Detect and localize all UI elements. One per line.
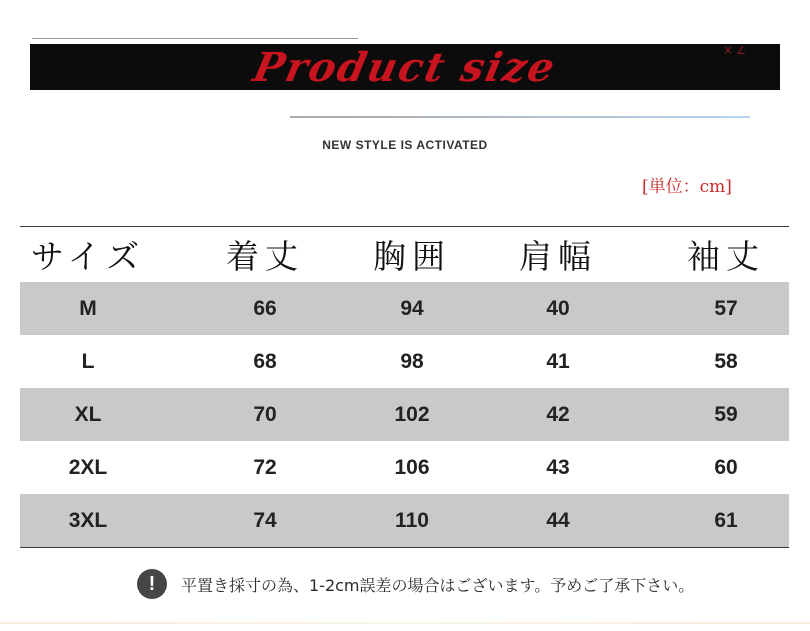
size-cell: 2XL — [68, 455, 108, 479]
shoulder-cell: 42 — [546, 402, 570, 426]
banner-title: Product size — [249, 43, 561, 91]
length-cell: 72 — [253, 455, 277, 479]
header-shoulder: 肩幅 — [519, 237, 597, 276]
chest-cell: 106 — [394, 455, 430, 479]
measurement-note — [137, 567, 694, 601]
unit-label: [単位：cm] — [642, 177, 732, 197]
bottom-divider — [0, 622, 810, 624]
banner-mark: ✕ ∠ — [723, 44, 746, 57]
chest-cell: 102 — [394, 402, 430, 426]
size-cell: 3XL — [68, 508, 108, 532]
length-cell: 70 — [253, 402, 277, 426]
header-chest: 胸囲 — [373, 237, 451, 276]
chest-cell: 98 — [400, 349, 424, 373]
size-cell: XL — [74, 402, 102, 426]
top-divider — [32, 38, 358, 39]
size-cell: M — [79, 296, 97, 320]
shoulder-cell: 43 — [546, 455, 570, 479]
size-table — [20, 226, 789, 548]
chest-cell: 110 — [395, 508, 429, 532]
header-size: サイズ — [30, 237, 146, 276]
sleeve-cell: 59 — [714, 402, 738, 426]
sleeve-cell: 57 — [714, 296, 738, 320]
chest-cell: 94 — [400, 296, 424, 320]
length-cell: 68 — [253, 349, 277, 373]
table-header-row — [20, 227, 789, 282]
subtitle: NEW STYLE IS ACTIVATED — [322, 138, 488, 152]
length-cell: 74 — [253, 508, 277, 532]
table-row — [20, 282, 789, 335]
shoulder-cell: 41 — [546, 349, 570, 373]
subtitle-divider — [290, 116, 750, 118]
table-row — [20, 335, 789, 388]
note-text: 平置き採寸の為、1-2cm誤差の場合はございます。予めご了承下さい。 — [181, 575, 695, 595]
exclamation-icon: ! — [137, 569, 167, 599]
shoulder-cell: 40 — [546, 296, 570, 320]
shoulder-cell: 44 — [546, 508, 570, 532]
table-row — [20, 494, 789, 547]
header-sleeve: 袖丈 — [687, 237, 765, 276]
length-cell: 66 — [253, 296, 277, 320]
sleeve-cell: 60 — [714, 455, 738, 479]
header-length: 着丈 — [226, 237, 304, 276]
table-row — [20, 441, 789, 494]
table-row — [20, 388, 789, 441]
sleeve-cell: 61 — [714, 508, 738, 532]
sleeve-cell: 58 — [714, 349, 738, 373]
size-cell: L — [81, 349, 95, 373]
title-banner — [30, 44, 780, 90]
